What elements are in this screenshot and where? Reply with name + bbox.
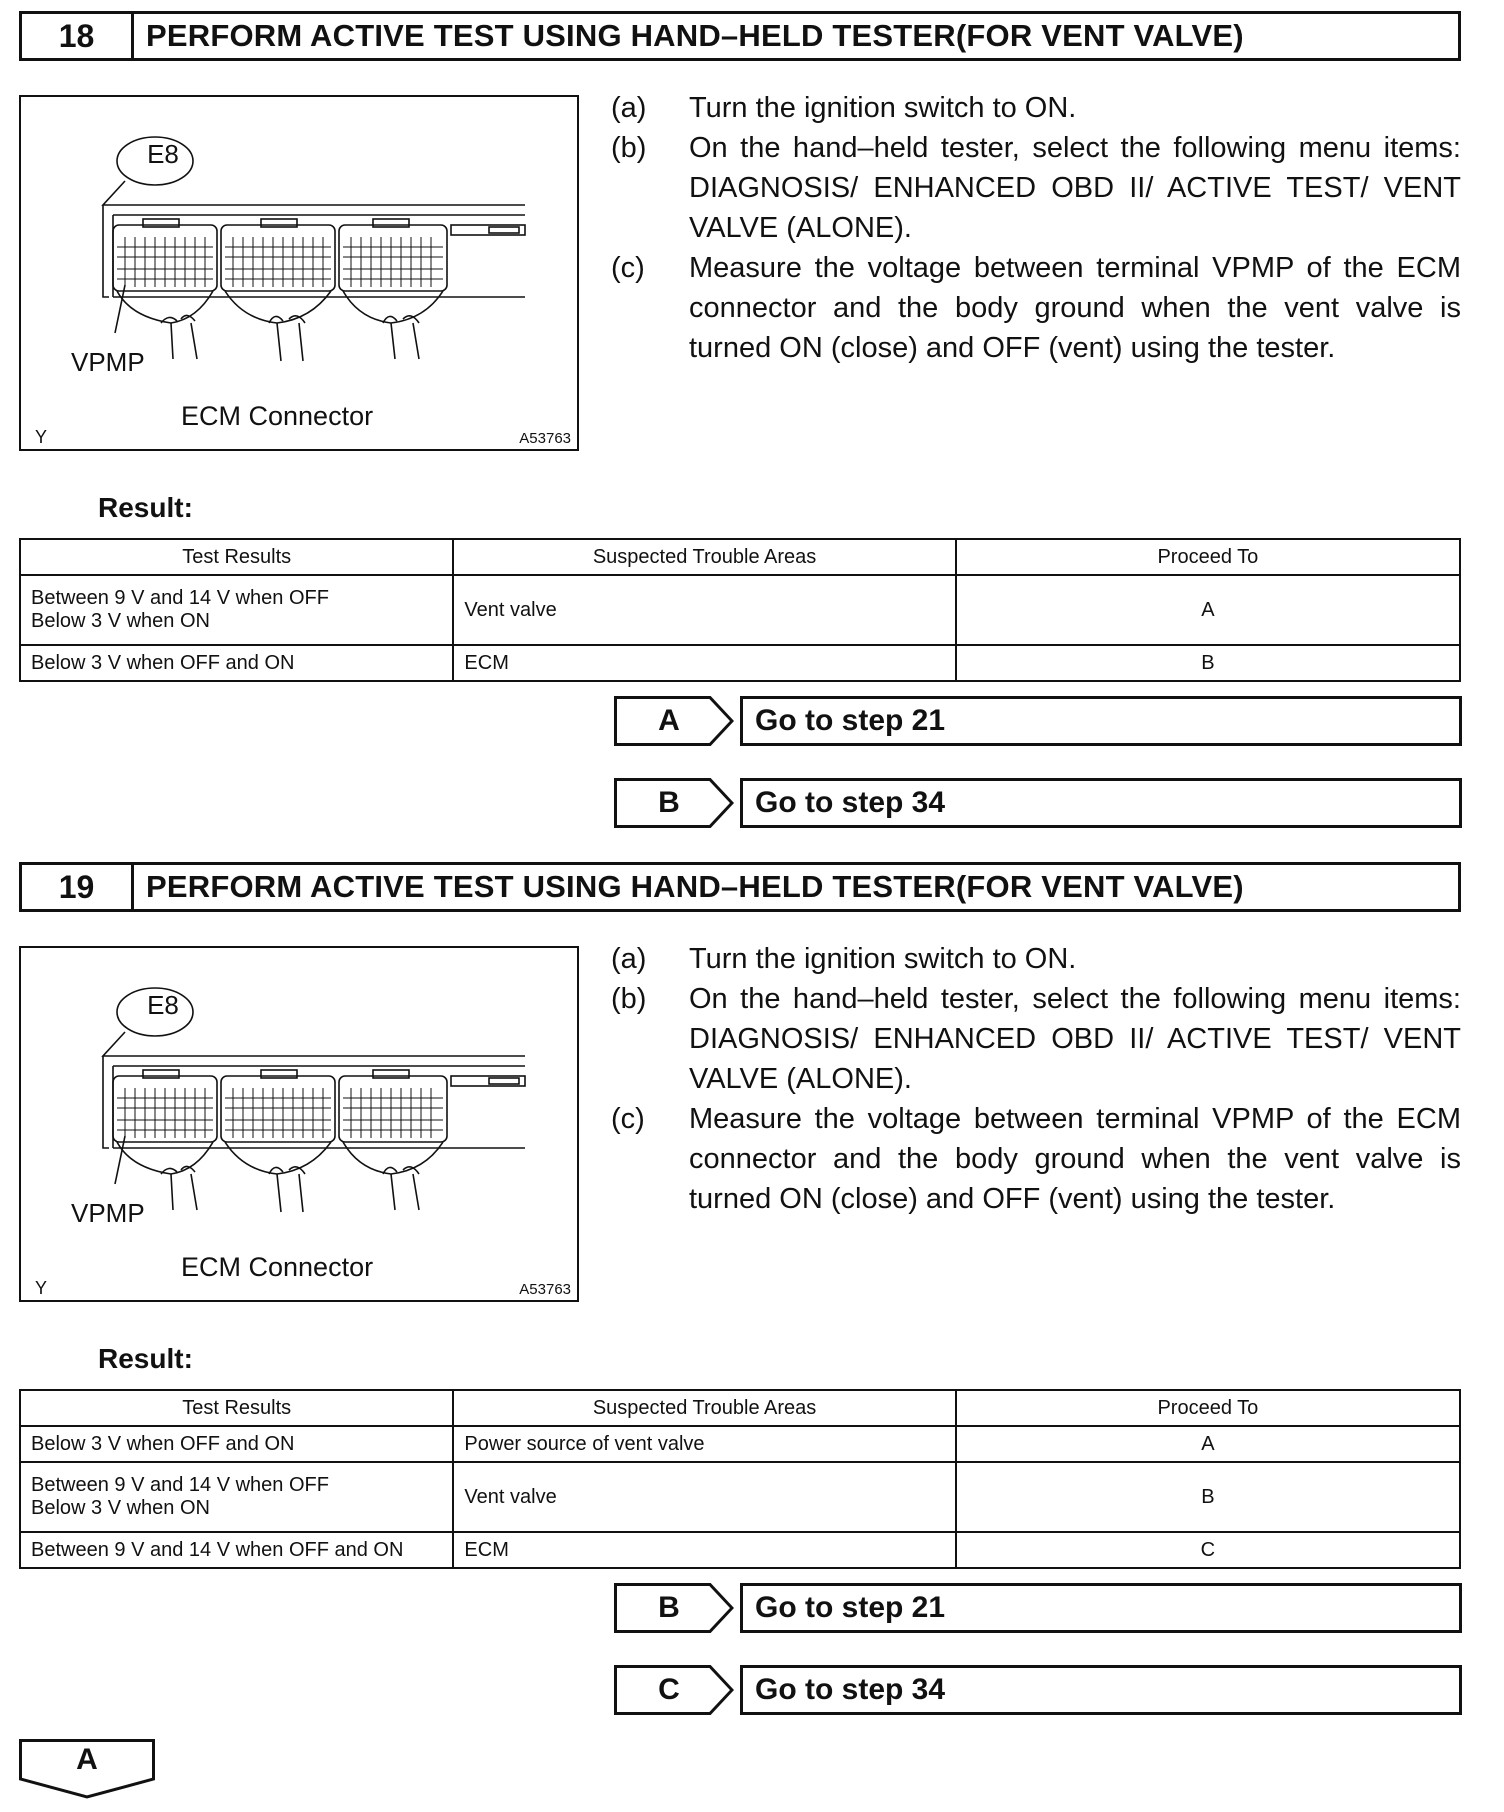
result-line: Between 9 V and 14 V when OFF — [31, 587, 329, 609]
ecm-connector-drawing — [21, 948, 581, 1304]
result-line: Between 9 V and 14 V when OFF — [31, 1474, 329, 1496]
table-header-row — [20, 539, 1460, 575]
result-table — [19, 1389, 1461, 1569]
instruction-item — [611, 939, 1461, 979]
step-18-header — [19, 11, 1461, 61]
figure-corner-mark: Y — [35, 1278, 48, 1298]
step-19-header — [19, 862, 1461, 912]
instruction-label: (b) — [611, 132, 647, 164]
instruction-item — [611, 88, 1461, 128]
instruction-text: On the hand–held tester, select the following menu items: DIAGNOSIS/ ENHANCED OBD II/ ACTIVE TEST/ VENT VALVE (ALONE). — [689, 132, 1461, 244]
table-row — [20, 1462, 1460, 1532]
connector-id-label: E8 — [147, 139, 179, 169]
instruction-text: On the hand–held tester, select the following menu items: DIAGNOSIS/ ENHANCED OBD II/ ACTIVE TEST/ VENT VALVE (ALONE). — [689, 983, 1461, 1095]
table-cell-result — [20, 575, 453, 645]
figure-caption: ECM Connector — [181, 1252, 374, 1282]
instruction-list — [611, 88, 1461, 368]
table-cell-proceed: B — [956, 1462, 1460, 1532]
result-label: Result: — [98, 492, 193, 523]
instruction-label: (a) — [611, 943, 647, 975]
instruction-item — [611, 128, 1461, 248]
table-cell-area: Vent valve — [453, 575, 955, 645]
ecm-connector-drawing — [21, 97, 581, 453]
instruction-text: Turn the ignition switch to ON. — [689, 92, 1077, 124]
go-to-step-b[interactable] — [614, 778, 1462, 828]
go-to-step-a[interactable] — [614, 696, 1462, 746]
table-header-row — [20, 1390, 1460, 1426]
go-to-target[interactable]: Go to step 21 — [740, 1583, 1462, 1633]
instruction-text: Measure the voltage between terminal VPMP of the ECM connector and the body ground when the vent valve is turned ON (close) and OFF (vent) using the tester. — [689, 1103, 1461, 1215]
result-table — [19, 538, 1461, 682]
go-to-target[interactable]: Go to step 21 — [740, 696, 1462, 746]
step-number: 19 — [22, 865, 134, 909]
instruction-label: (b) — [611, 983, 647, 1015]
table-row — [20, 1532, 1460, 1568]
figure-code: A53763 — [519, 430, 571, 447]
continue-letter: A — [76, 1743, 98, 1776]
terminal-label: VPMP — [71, 1198, 145, 1228]
table-cell-area: ECM — [453, 645, 955, 681]
go-to-letter: B — [658, 1591, 680, 1624]
go-to-step-b[interactable] — [614, 1583, 1462, 1633]
figure-corner-mark: Y — [35, 427, 48, 447]
table-header: Test Results — [20, 539, 453, 575]
table-cell-proceed: A — [956, 575, 1460, 645]
instruction-text: Turn the ignition switch to ON. — [689, 943, 1077, 975]
instruction-text: Measure the voltage between terminal VPMP of the ECM connector and the body ground when the vent valve is turned ON (close) and OFF (vent) using the tester. — [689, 252, 1461, 364]
table-cell-result: Between 9 V and 14 V when OFF and ON — [20, 1532, 453, 1568]
instruction-item — [611, 1099, 1461, 1219]
result-line: Below 3 V when ON — [31, 610, 210, 632]
result-label: Result: — [98, 1343, 193, 1374]
table-cell-proceed: B — [956, 645, 1460, 681]
terminal-label: VPMP — [71, 347, 145, 377]
go-to-target[interactable]: Go to step 34 — [740, 778, 1462, 828]
table-cell-result: Below 3 V when OFF and ON — [20, 1426, 453, 1462]
table-cell-proceed: A — [956, 1426, 1460, 1462]
continue-marker[interactable] — [19, 1739, 155, 1799]
instruction-label: (c) — [611, 1103, 645, 1135]
table-row — [20, 1426, 1460, 1462]
table-cell-result — [20, 1462, 453, 1532]
figure-code: A53763 — [519, 1281, 571, 1298]
go-to-letter: A — [658, 704, 680, 737]
table-cell-area: Power source of vent valve — [453, 1426, 955, 1462]
instruction-label: (c) — [611, 252, 645, 284]
table-cell-proceed: C — [956, 1532, 1460, 1568]
go-to-step-c[interactable] — [614, 1665, 1462, 1715]
go-to-target[interactable]: Go to step 34 — [740, 1665, 1462, 1715]
go-to-letter: C — [658, 1673, 680, 1706]
result-line: Below 3 V when ON — [31, 1497, 210, 1519]
connector-id-label: E8 — [147, 990, 179, 1020]
figure-caption: ECM Connector — [181, 401, 374, 431]
ecm-connector-figure — [19, 95, 579, 451]
step-number: 18 — [22, 14, 134, 58]
table-header: Proceed To — [956, 539, 1460, 575]
table-cell-area: Vent valve — [453, 1462, 955, 1532]
table-cell-result: Below 3 V when OFF and ON — [20, 645, 453, 681]
table-header: Suspected Trouble Areas — [453, 1390, 955, 1426]
table-cell-area: ECM — [453, 1532, 955, 1568]
instruction-item — [611, 248, 1461, 368]
table-row — [20, 645, 1460, 681]
table-row — [20, 575, 1460, 645]
instruction-label: (a) — [611, 92, 647, 124]
step-title: PERFORM ACTIVE TEST USING HAND–HELD TESTER(FOR VENT VALVE) — [146, 18, 1244, 53]
table-header: Test Results — [20, 1390, 453, 1426]
table-header: Proceed To — [956, 1390, 1460, 1426]
ecm-connector-figure — [19, 946, 579, 1302]
instruction-item — [611, 979, 1461, 1099]
instruction-list — [611, 939, 1461, 1219]
go-to-letter: B — [658, 786, 680, 819]
step-title: PERFORM ACTIVE TEST USING HAND–HELD TESTER(FOR VENT VALVE) — [146, 869, 1244, 904]
table-header: Suspected Trouble Areas — [453, 539, 955, 575]
